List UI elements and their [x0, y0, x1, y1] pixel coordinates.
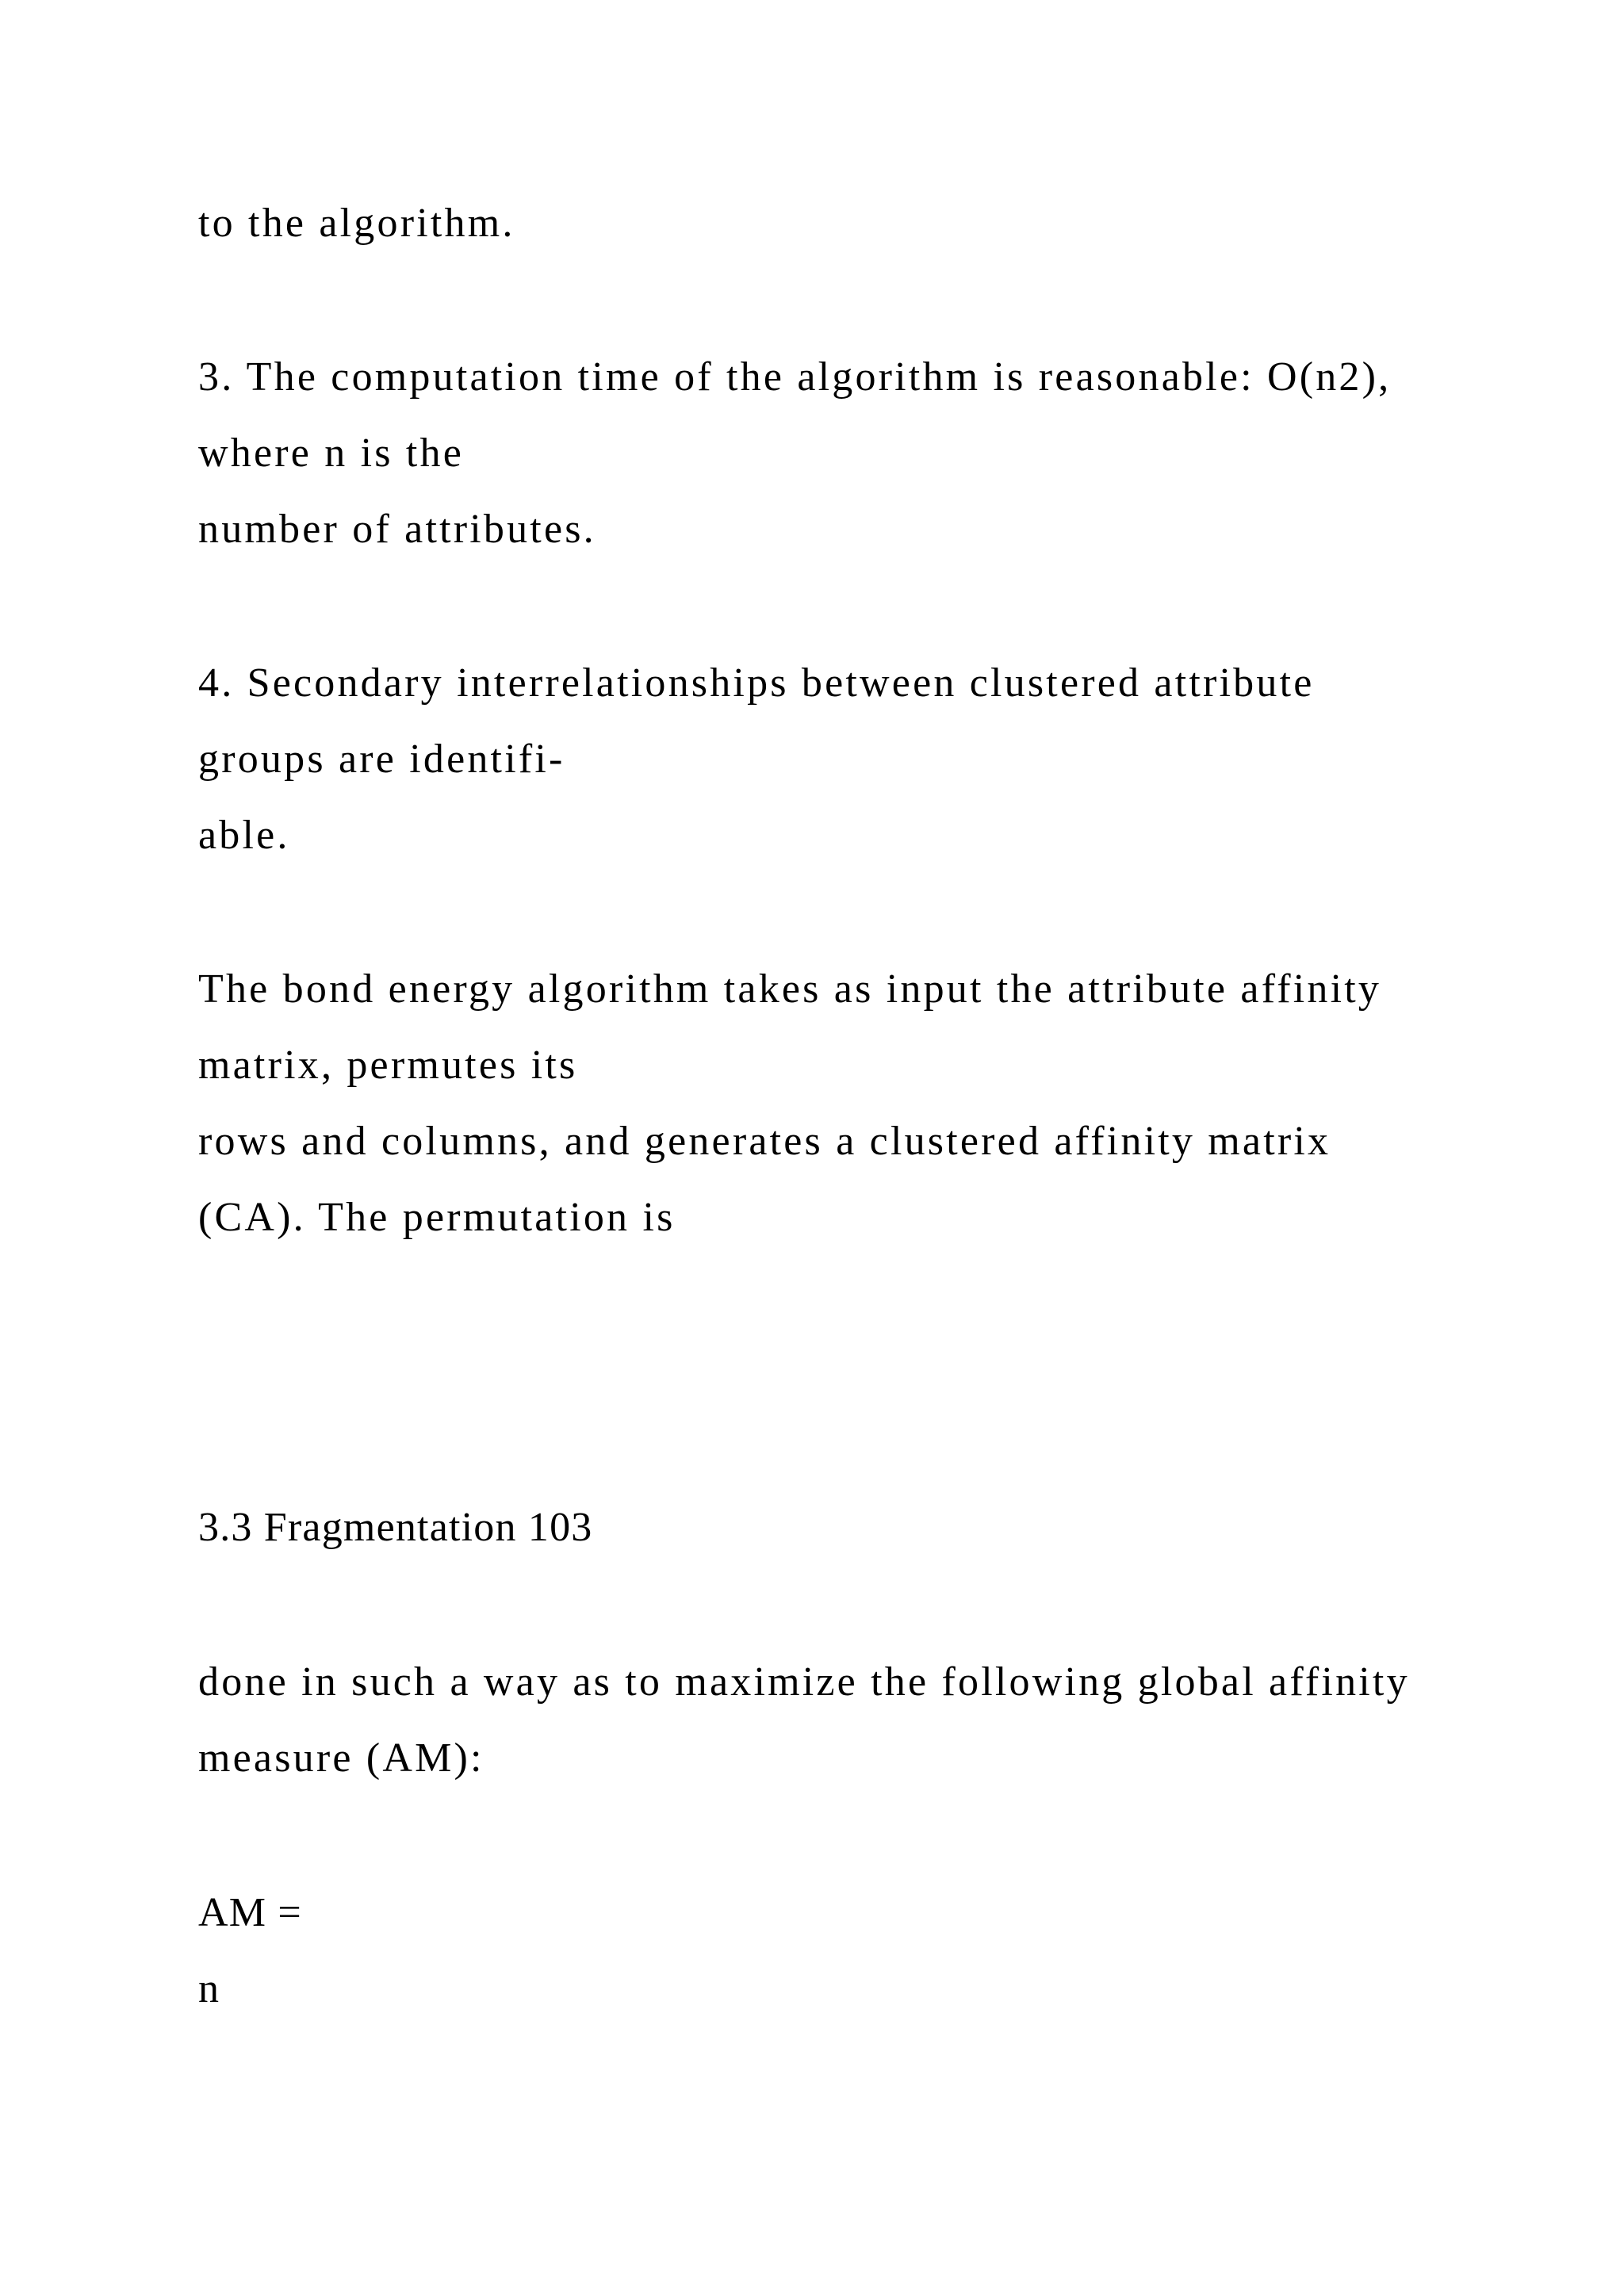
text-line: to the algorithm.: [198, 201, 515, 246]
text-line: 3. The computation time of the algorithm is reasonable: O(n2),: [198, 354, 1392, 400]
text-line: number of attributes.: [198, 507, 596, 552]
text-line: done in such a way as to maximize the following global affinity: [198, 1659, 1410, 1705]
text-line: (CA). The permutation is: [198, 1195, 676, 1240]
text-line: groups are identifi-: [198, 737, 565, 782]
text-line: measure (AM):: [198, 1735, 485, 1781]
text-line: able.: [198, 813, 290, 858]
text-line: where n is the: [198, 430, 465, 476]
text-line: 4. Secondary interrelationships between clustered attribute: [198, 660, 1315, 706]
section-header-running: 3.3 Fragmentation 103: [198, 1505, 593, 1550]
text-line: The bond energy algorithm takes as input the attribute affinity: [198, 966, 1382, 1012]
text-line: matrix, permutes its: [198, 1043, 578, 1088]
equation-line: n: [198, 1966, 220, 2011]
text-line: rows and columns, and generates a clustered affinity matrix: [198, 1119, 1331, 1164]
equation-line: AM =: [198, 1890, 302, 1935]
